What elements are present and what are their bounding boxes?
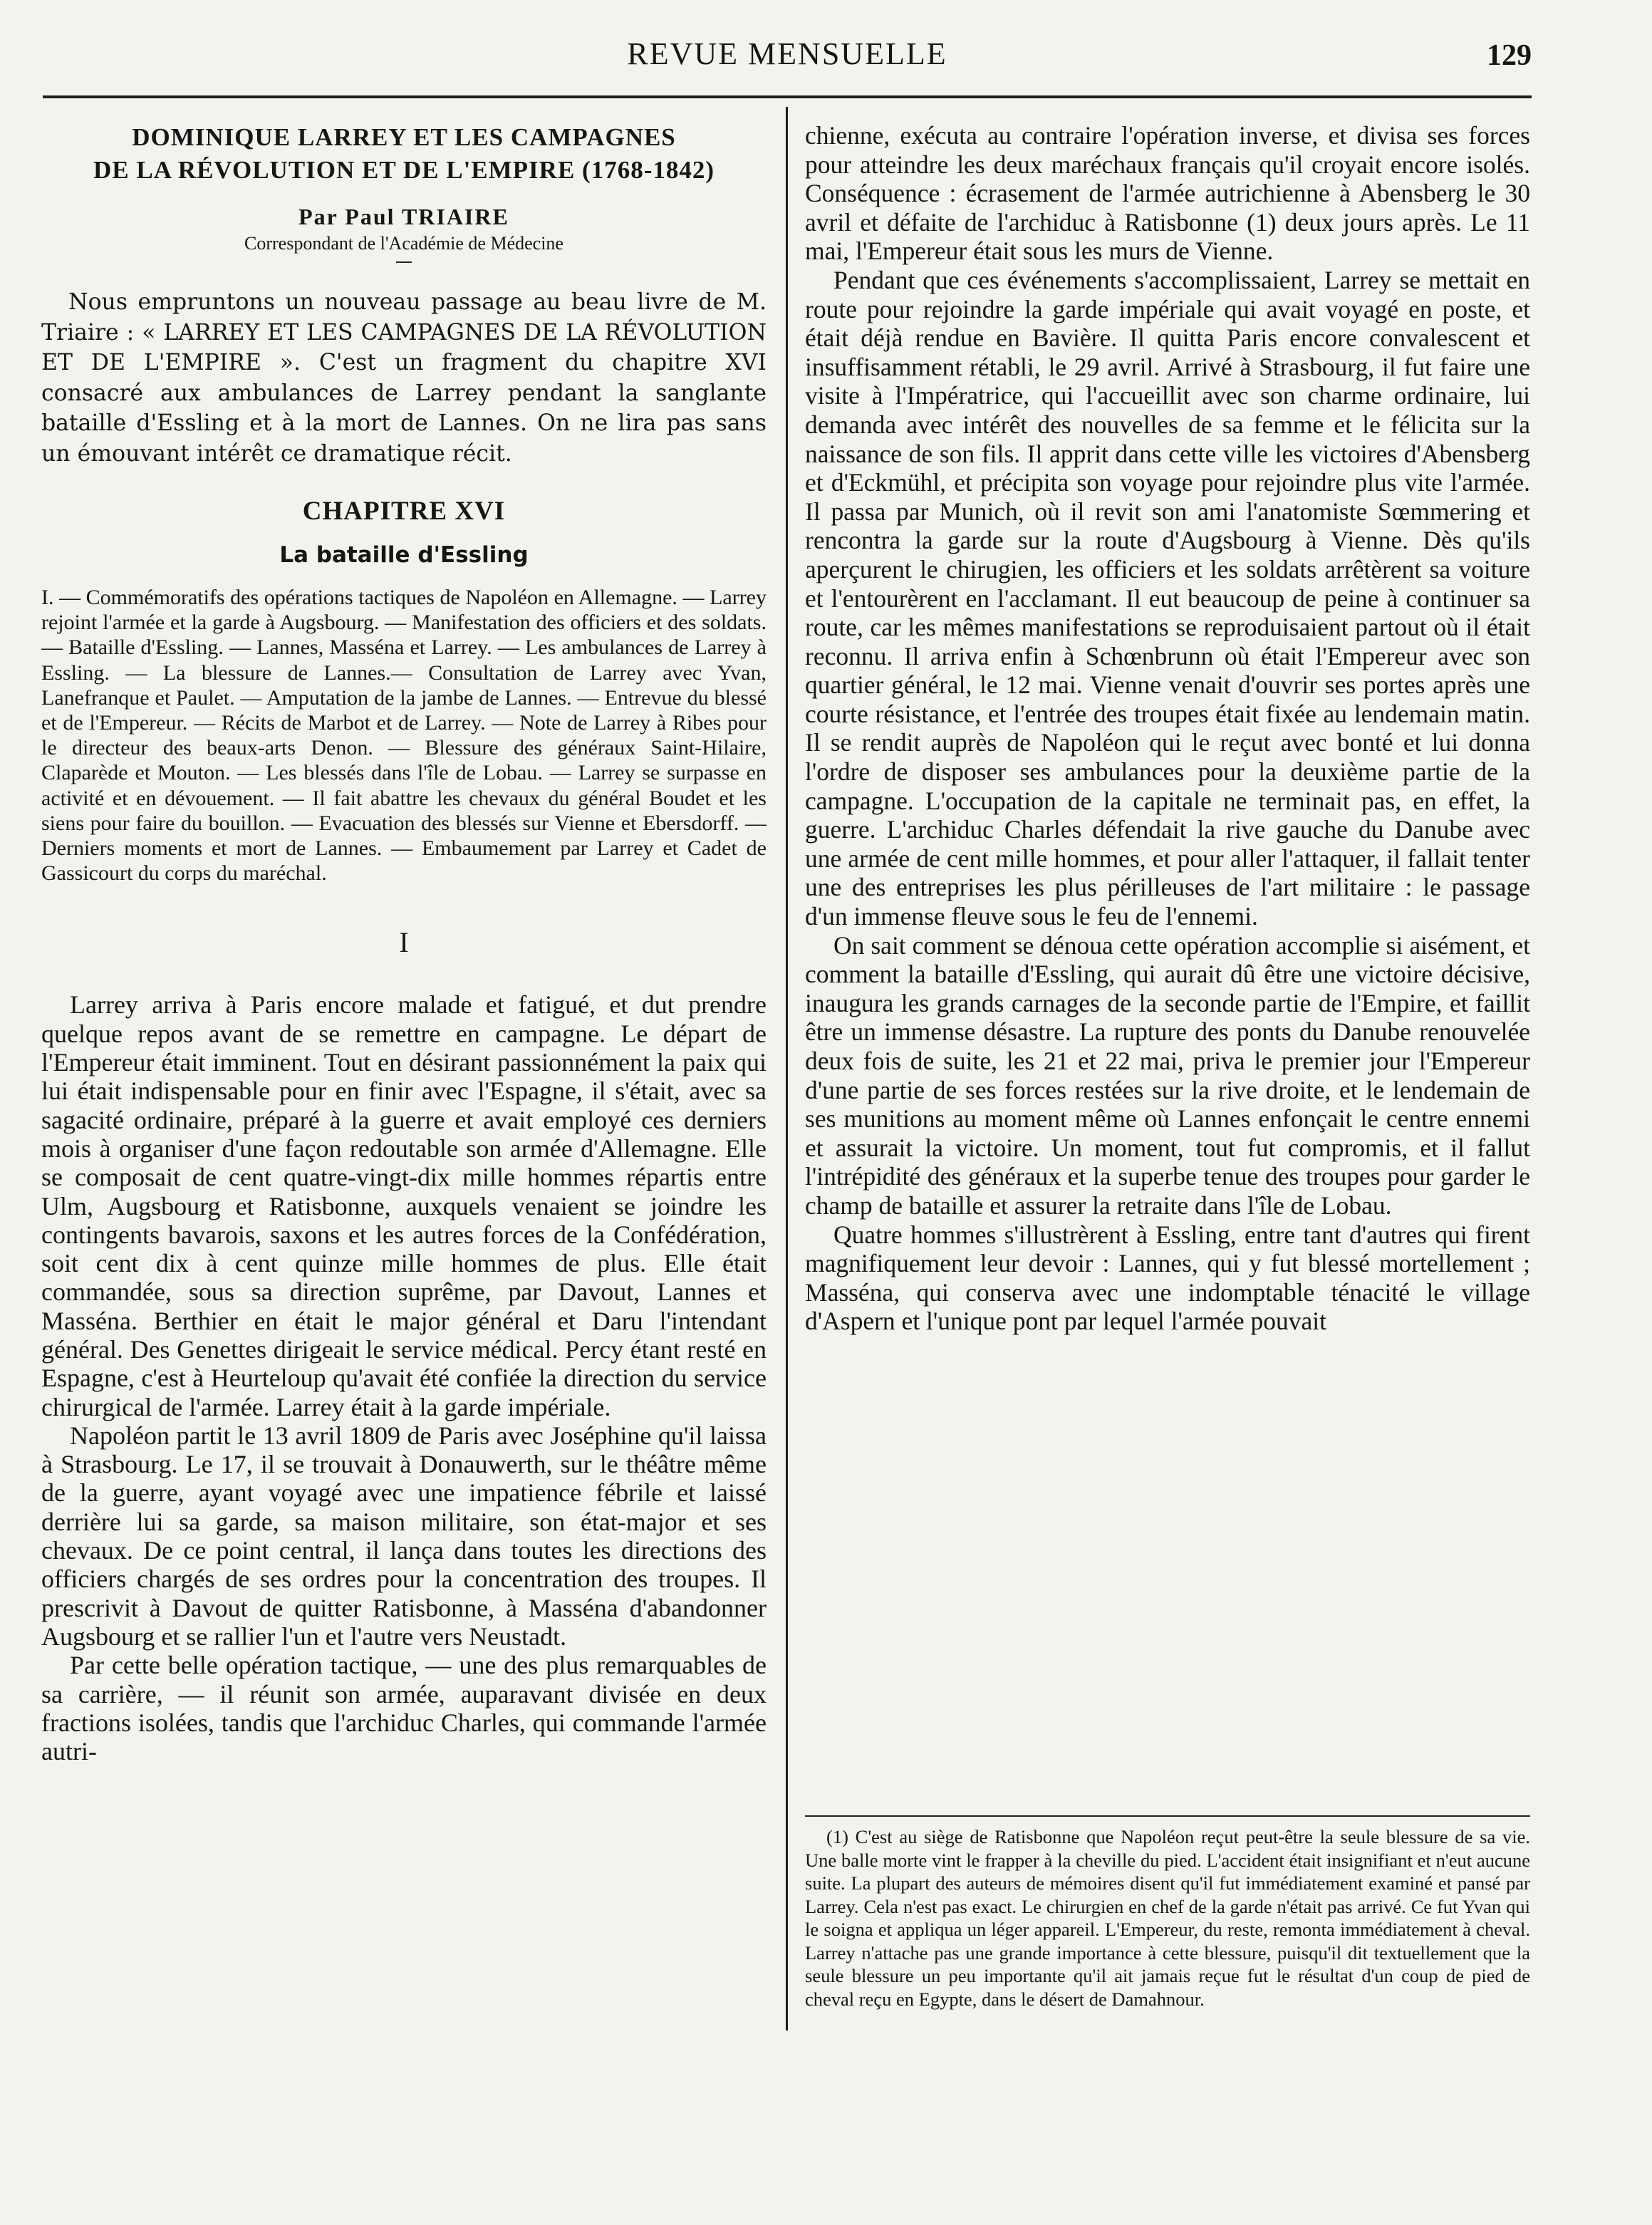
body-paragraph: Napoléon partit le 13 avril 1809 de Paris avec Joséphine qu'il laissa à Strasbourg. Le 17, il se trouvait à Donauwerth, sur le théâtre même de la guerre, ayant voyagé avec une impatience fébrile et laissé derrière lui sa garde, sa maison militaire, son état-major et ses chevaux. De ce point central, il lança dans toutes les directions des officiers chargés de ses ordres pour la concentration des troupes. Il prescrivit à Davout de quitter Ratisbonne, à Masséna d'abandonner Augsbourg et se rallier l'un et l'autre vers Neustadt.: [41, 1421, 767, 1651]
section-numeral: I: [399, 926, 409, 959]
body-paragraph: Par cette belle opération tactique, — une des plus remarquables de sa carrière, — il réunit son armée, auparavant divisée en deux fractions isolées, tandis que l'archiduc Charles, qui commande l'armée autri-: [41, 1651, 767, 1766]
title-dash-separator: [396, 261, 412, 263]
article-title: [41, 121, 767, 187]
body-paragraph: Larrey arriva à Paris encore malade et fatigué, et dut prendre quelque repos avant de se remettre en campagne. Le départ de l'Empereur était imminent. Tout en désirant passionnément la paix qui lui était indispensable pour en finir avec l'Espagne, il s'était, avec sa sagacité ordinaire, préparé à la guerre et avait employé ces derniers mois à organiser d'une façon redoutable son armée d'Allemagne. Elle se composait de cent quatre-vingt-dix mille hommes répartis entre Ulm, Augsbourg et Ratisbonne, auxquels venaient se joindre les contingents bavarois, saxons et les autres forces de la Confédération, soit cent dix à cent quinze mille hommes de plus. Elle était commandée, sous sa direction suprême, par Davout, Lannes et Masséna. Berthier en était le major général et Daru l'intendant général. Des Genettes dirigeait le service médical. Percy étant resté en Espagne, c'est à Heurteloup qu'avait été confiée la direction du service chirurgical de l'armée. Larrey était à la garde impériale.: [41, 990, 767, 1421]
left-body-text: [41, 990, 767, 1765]
body-paragraph: Pendant que ces événements s'accomplissaient, Larrey se mettait en route pour rejoindre la garde impériale qui avait voyagé en poste, et était déjà rendue en Bavière. Il quitta Paris encore convalescent et insuffisamment rétabli, le 29 avril. Arrivé à Strasbourg, il fut faire une visite à l'Impératrice, qui l'accueillit avec son charme ordinaire, lui demanda avec intérêt des nouvelles de sa femme et le félicita sur la naissance de son fils. Il apprit dans cette ville les victoires d'Abensberg et d'Eckmühl, et précipita son voyage pour rejoindre plus vite l'armée. Il passa par Munich, où il revit son ami l'anatomiste Sœmmering et rencontra la garde sur la route d'Augsbourg à Vienne. Dès qu'ils aperçurent le chirugien, les officiers et les soldats arrêtèrent sa voiture et l'entourèrent en l'acclamant. Il eut beaucoup de peine à continuer sa route, car les mêmes manifestations se reproduisaient partout où il était reconnu. Il arriva enfin à Schœnbrunn où était l'Empereur avec son quartier général, le 12 mai. Vienne venait d'ouvrir ses portes après une courte résistance, et l'entrée des troupes était fixée au lendemain matin. Il se rendit auprès de Napoléon qui le reçut avec bonté et lui donna l'ordre de disposer ses ambulances pour la deuxième partie de la campagne. L'occupation de la capitale ne terminait pas, en effet, la guerre. L'archiduc Charles défendait la rive gauche du Danube avec une armée de cent mille hommes, et pour aller l'attaquer, il fallait tenter une des entreprises les plus périlleuses de l'art militaire : le passage d'un immense fleuve sous le feu de l'ennemi.: [805, 265, 1530, 931]
page-number: 129: [1487, 39, 1532, 72]
editorial-intro: Nous empruntons un nouveau passage au beau livre de M. Triaire : « LARREY ET LES CAMPAGNES DE LA RÉVOLUTION ET DE L'EMPIRE ». C'est un fragment du chapitre XVI consacré aux ambulances de Larrey pendant la sanglante bataille d'Essling et à la mort de Lannes. On ne lira pas sans un émouvant intérêt ce dramatique récit.: [41, 289, 767, 467]
author-affiliation: Correspondant de l'Académie de Médecine: [244, 233, 563, 254]
author-byline: Par Paul TRIAIRE: [298, 204, 509, 229]
journal-title: REVUE MENSUELLE: [627, 36, 947, 71]
chapter-summary: I. — Commémoratifs des opérations tactiques de Napoléon en Allemagne. — Larrey rejoint l'armée et la garde à Augsbourg. — Manifestation des officiers et des soldats. — Bataille d'Essling. — Lannes, Masséna et Larrey. — Les ambulances de Larrey à Essling. — La blessure de Lannes.— Consultation de Larrey avec Yvan, Lanefranque et Paulet. — Amputation de la jambe de Lannes. — Entrevue du blessé et de l'Empereur. — Récits de Marbot et de Larrey. — Note de Larrey à Ribes pour le directeur des beaux-arts Denon. — Blessure des généraux Saint-Hilaire, Claparède et Mouton. — Les blessés dans l'île de Lobau. — Larrey se surpasse en activité et en dévouement. — Il fait abattre les chevaux du général Boudet et les siens pour faire du bouillon. — Evacuation des blessés sur Vienne et Ebersdorff. — Derniers moments et mort de Lannes. — Embaumement par Larrey et Cadet de Gassicourt du corps du maréchal.: [41, 586, 767, 886]
chapter-subtitle: La bataille d'Essling: [279, 542, 529, 568]
right-body-text: [805, 121, 1530, 1336]
article-title-line-1: DOMINIQUE LARREY ET LES CAMPAGNES: [132, 123, 676, 151]
running-head: [43, 36, 1532, 80]
left-column: [41, 121, 767, 2201]
column-divider: [786, 107, 788, 2030]
footnote-rule: [805, 1815, 1530, 1817]
chapter-heading: CHAPITRE XVI: [302, 497, 506, 526]
article-title-line-2: DE LA RÉVOLUTION ET DE L'EMPIRE (1768-1842): [93, 156, 715, 184]
body-paragraph: On sait comment se dénoua cette opération accomplie si aisément, et comment la bataille d'Essling, qui aurait dû être une victoire décisive, inaugura les grands carnages de la seconde partie de l'Empire, et faillit être un immense désastre. La rupture des ponts du Danube renouvelée deux fois de suite, les 21 et 22 mai, priva le premier jour l'Empereur d'une partie de ses forces restées sur la rive droite, et le lendemain de ses munitions au moment même où Lannes enfonçait le centre ennemi et assurait la victoire. Un moment, tout fut compromis, et il fallut l'intrépidité des généraux et la superbe tenue des troupes pour garder le champ de bataille et assurer la retraite dans l'île de Lobau.: [805, 930, 1530, 1220]
body-paragraph: Quatre hommes s'illustrèrent à Essling, entre tant d'autres qui firent magnifiquement leur devoir : Lannes, qui y fut blessé mortellement ; Masséna, qui conserva avec une indomptable ténacité le village d'Aspern et l'unique pont par lequel l'armée pouvait: [805, 1220, 1530, 1336]
header-rule: [43, 95, 1532, 98]
body-paragraph-continued: chienne, exécuta au contraire l'opération inverse, et divisa ses forces pour atteindre les deux maréchaux français qu'il croyait encore isolés. Conséquence : écrasement de l'armée autrichienne à Abensberg le 30 avril et défaite de l'archiduc à Ratisbonne (1) deux jours après. Le 11 mai, l'Empereur était sous les murs de Vienne.: [805, 121, 1530, 266]
footnote: (1) C'est au siège de Ratisbonne que Napoléon reçut peut-être la seule blessure de sa vie. Une balle morte vint le frapper à la cheville du pied. L'accident était insignifiant et n'eut aucune suite. La plupart des auteurs de mémoires disent qu'il fut immédiatement examiné et pansé par Larrey. Cela n'est pas exact. Le chirurgien en chef de la garde n'était pas arrivé. Ce fut Yvan qui le soigna et appliqua un léger appareil. L'Empereur, du reste, remonta immédiatement à cheval. Larrey n'attache pas une grande importance à cette blessure, puisqu'il dit textuellement que la seule blessure un peu importante qu'il ait jamais reçue fut le résultat d'un coup de pied de cheval reçu en Egypte, dans le désert de Damahnour.: [805, 1826, 1530, 2010]
